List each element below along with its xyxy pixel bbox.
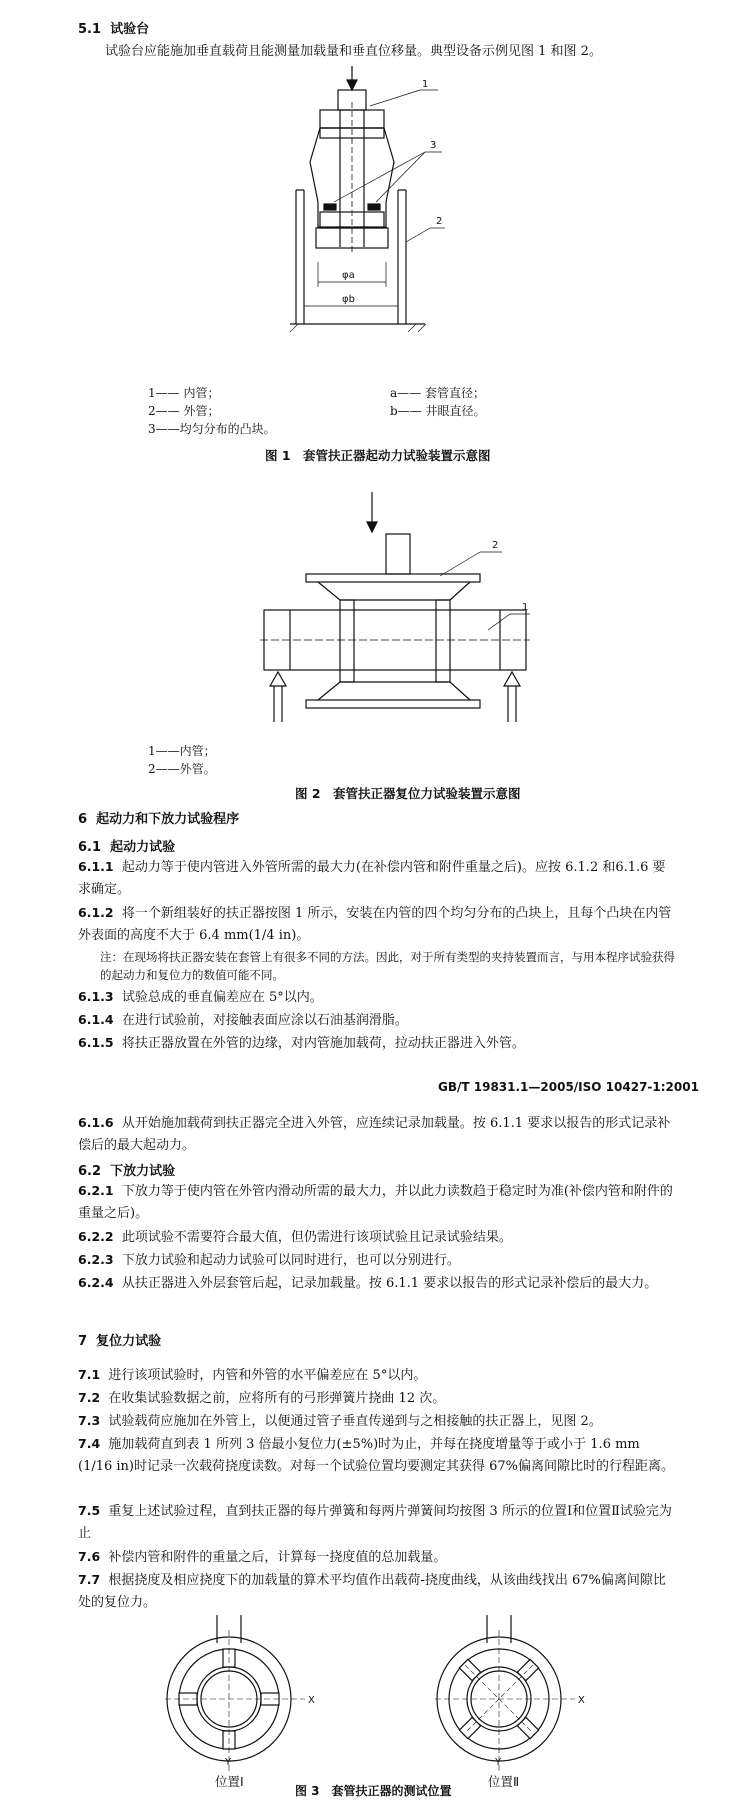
para-6-1-6: 6.1.6 从开始施加载荷到扶正器完全进入外管，应连续记录加载量。按 6.1.1 要求以报告的形式记录补偿后的最大起动力。: [78, 1115, 671, 1153]
fig1-label-phi-a: φa: [342, 270, 355, 281]
fig2-label-1: 1: [522, 602, 529, 613]
standard-number: GB/T 19831.1—2005/ISO 10427-1:2001: [438, 1080, 699, 1094]
fig3-label-y1: Y: [225, 1757, 232, 1768]
section-6-1-heading: 6.1 起动力试验: [78, 840, 176, 855]
fig3-position-2-label: 位置Ⅱ: [488, 1774, 520, 1789]
para-6-2-4: 6.2.4 从扶正器进入外层套管后起，记录加载量。按 6.1.1 要求以报告的形式记录补偿后的最大力。: [78, 1275, 658, 1291]
fig3-label-x1: X: [308, 1695, 315, 1706]
fig2-legend-2: 2——外管。: [148, 762, 216, 776]
para-6-1-1: 6.1.1 起动力等于使内管进入外管所需的最大力(在补偿内管和附件重量之后)。应按 6.1.2 和6.1.6 要求确定。: [78, 859, 666, 897]
para-6-1-3: 6.1.3 试验总成的垂直偏差应在 5°以内。: [78, 989, 323, 1005]
fig2-label-2: 2: [492, 540, 499, 551]
figure-3-position-2-diagram: [435, 1615, 615, 1775]
para-6-2-3: 6.2.3 下放力试验和起动力试验可以同时进行，也可以分别进行。: [78, 1252, 460, 1268]
fig1-label-3: 3: [430, 140, 437, 151]
para-7-2: 7.2 在收集试验数据之前，应将所有的弓形弹簧片挠曲 12 次。: [78, 1390, 446, 1406]
fig1-legend-a: a—— 套管直径；: [390, 386, 485, 400]
figure-2-diagram: [260, 490, 540, 730]
fig3-caption: 图 3 套管扶正器的测试位置: [295, 1784, 452, 1798]
fig3-label-y2: Y: [495, 1757, 502, 1768]
fig1-label-1: 1: [422, 79, 429, 90]
section-6-heading: 6 起动力和下放力试验程序: [78, 812, 240, 827]
para-6-1-4: 6.1.4 在进行试验前，对接触表面应涂以石油基润滑脂。: [78, 1012, 408, 1028]
fig1-legend-3: 3——均匀分布的凸块。: [148, 422, 276, 436]
fig1-caption: 图 1 套管扶正器起动力试验装置示意图: [265, 448, 491, 463]
section-7-heading: 7 复位力试验: [78, 1334, 162, 1349]
para-7-3: 7.3 试验载荷应施加在外管上，以便通过管子垂直传递到与之相接触的扶正器上，见图 2。: [78, 1413, 602, 1429]
para-6-1-2: 6.1.2 将一个新组装好的扶正器按图 1 所示，安装在内管的四个均匀分布的凸块上，且每个凸块在内管外表面的高度不大于 6.4 mm(1/4 in)。: [78, 905, 672, 943]
para-7-4: 7.4 施加载荷直到表 1 所列 3 倍最小复位力(±5%)时为止，并每在挠度增量等于或小于 1.6 mm (1/16 in)时记录一次载荷挠度读数。对每一个试验位置均要测定其获得 67%偏离间隙比时的行程距离。: [78, 1436, 675, 1474]
fig1-label-2: 2: [436, 216, 443, 227]
fig3-label-x2: X: [578, 1695, 585, 1706]
fig1-legend-2: 2—— 外管；: [148, 404, 220, 418]
note-6-1-2: 注：在现场将扶正器安装在套管上有很多不同的方法。因此，对于所有类型的夹持装置而言，与用本程序试验获得的起动力和复位力的数值可能不同。: [100, 950, 675, 982]
para-7-1: 7.1 进行该项试验时，内管和外管的水平偏差应在 5°以内。: [78, 1367, 427, 1383]
para-6-2-2: 6.2.2 此项试验不需要符合最大值，但仍需进行该项试验且记录试验结果。: [78, 1229, 512, 1245]
fig2-legend-1: 1——内管；: [148, 744, 216, 758]
figure-3-position-1-diagram: [165, 1615, 345, 1775]
para-7-5: 7.5 重复上述试验过程，直到扶正器的每片弹簧和每两片弹簧间均按图 3 所示的位置Ⅰ和位置Ⅱ试验完为止: [78, 1503, 672, 1541]
fig1-legend-1: 1—— 内管；: [148, 386, 220, 400]
section-5-1-text: 试验台应能施加垂直载荷且能测量加载量和垂直位移量。典型设备示例见图 1 和图 2。: [105, 44, 602, 59]
fig1-label-phi-b: φb: [342, 294, 355, 305]
section-6-2-heading: 6.2 下放力试验: [78, 1164, 176, 1179]
fig3-position-1-label: 位置Ⅰ: [215, 1774, 244, 1789]
para-7-7: 7.7 根据挠度及相应挠度下的加载量的算术平均值作出载荷-挠度曲线，从该曲线找出 67%偏离间隙比处的复位力。: [78, 1572, 666, 1610]
section-5-1-heading: 5.1 试验台: [78, 22, 150, 37]
fig2-caption: 图 2 套管扶正器复位力试验装置示意图: [295, 786, 521, 801]
fig1-legend-b: b—— 井眼直径。: [390, 404, 486, 418]
para-7-6: 7.6 补偿内管和附件的重量之后，计算每一挠度值的总加载量。: [78, 1549, 447, 1565]
figure-1-diagram: [290, 62, 510, 372]
para-6-1-5: 6.1.5 将扶正器放置在外管的边缘，对内管施加载荷，拉动扶正器进入外管。: [78, 1035, 525, 1051]
para-6-2-1: 6.2.1 下放力等于使内管在外管内滑动所需的最大力，并以此力读数趋于稳定时为准(补偿内管和附件的重量之后)。: [78, 1183, 673, 1221]
